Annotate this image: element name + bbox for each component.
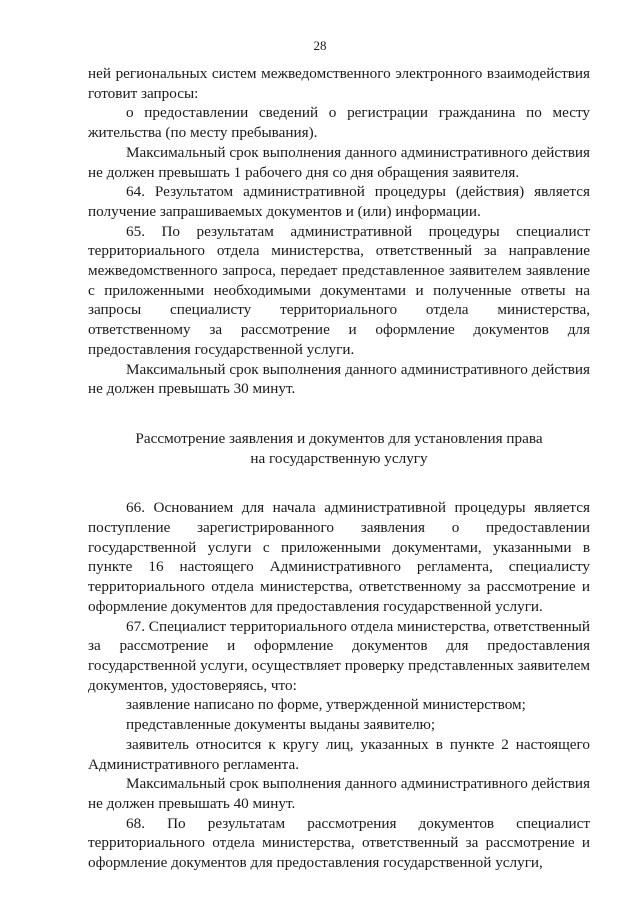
paragraph: 68. По результатам рассмотрения документов специалист территориального отдела министерства, ответственный за рассмотрение и оформление документов для предоставления государственной услуги, [88, 814, 590, 872]
paragraph: Максимальный срок выполнения данного административного действия не должен превышать 40 минут. [88, 775, 590, 812]
paragraph: 64. Результатом административной процедуры (действия) является получение запрашиваемых документов и (или) информации. [88, 183, 590, 220]
paragraph: 66. Основанием для начала административной процедуры является поступление зарегистрированного заявления о предоставлении государственной услуги с приложенными документами, указанными в пункте 16 настоящего Административного регламента, специалисту территориального отдела министерства, ответственному за рассмотрение и оформление документов для предоставления государственной услуги. [88, 499, 590, 615]
section-heading [88, 429, 590, 468]
section-heading-line: на государственную услугу [250, 449, 428, 467]
paragraph: Максимальный срок выполнения данного административного действия не должен превышать 30 минут. [88, 360, 590, 398]
page-number: 28 [313, 38, 327, 53]
paragraph: заявитель относится к кругу лиц, указанных в пункте 2 настоящего Административного регламента. [88, 735, 590, 773]
paragraph: 65. По результатам административной процедуры специалист территориального отдела министерства, ответственный за направление межведомственного запроса, передает представленное заявителем заявление с приложенными необходимыми документами и полученные ответы на запросы специалисту территориального отдела министерства, ответственному за рассмотрение и оформление документов для предоставления государственной услуги. [88, 222, 590, 358]
document-body [88, 64, 590, 873]
paragraph: заявление написано по форме, утвержденной министерством; [126, 696, 526, 714]
paragraph: представленные документы выданы заявителю; [126, 716, 436, 734]
paragraph: о предоставлении сведений о регистрации гражданина по месту жительства (по месту пребывания). [88, 104, 590, 142]
paragraph: Максимальный срок выполнения данного административного действия не должен превышать 1 рабочего дня со дня обращения заявителя. [88, 143, 590, 181]
paragraph: 67. Специалист территориального отдела министерства, ответственный за рассмотрение и оформление документов для предоставления государственной услуги, осуществляет проверку представленных заявителем документов, удостоверяясь, что: [88, 617, 590, 694]
section-heading-line: Рассмотрение заявления и документов для установления права [135, 429, 543, 447]
paragraph: ней региональных систем межведомственного электронного взаимодействия готовит запросы: [88, 65, 590, 102]
